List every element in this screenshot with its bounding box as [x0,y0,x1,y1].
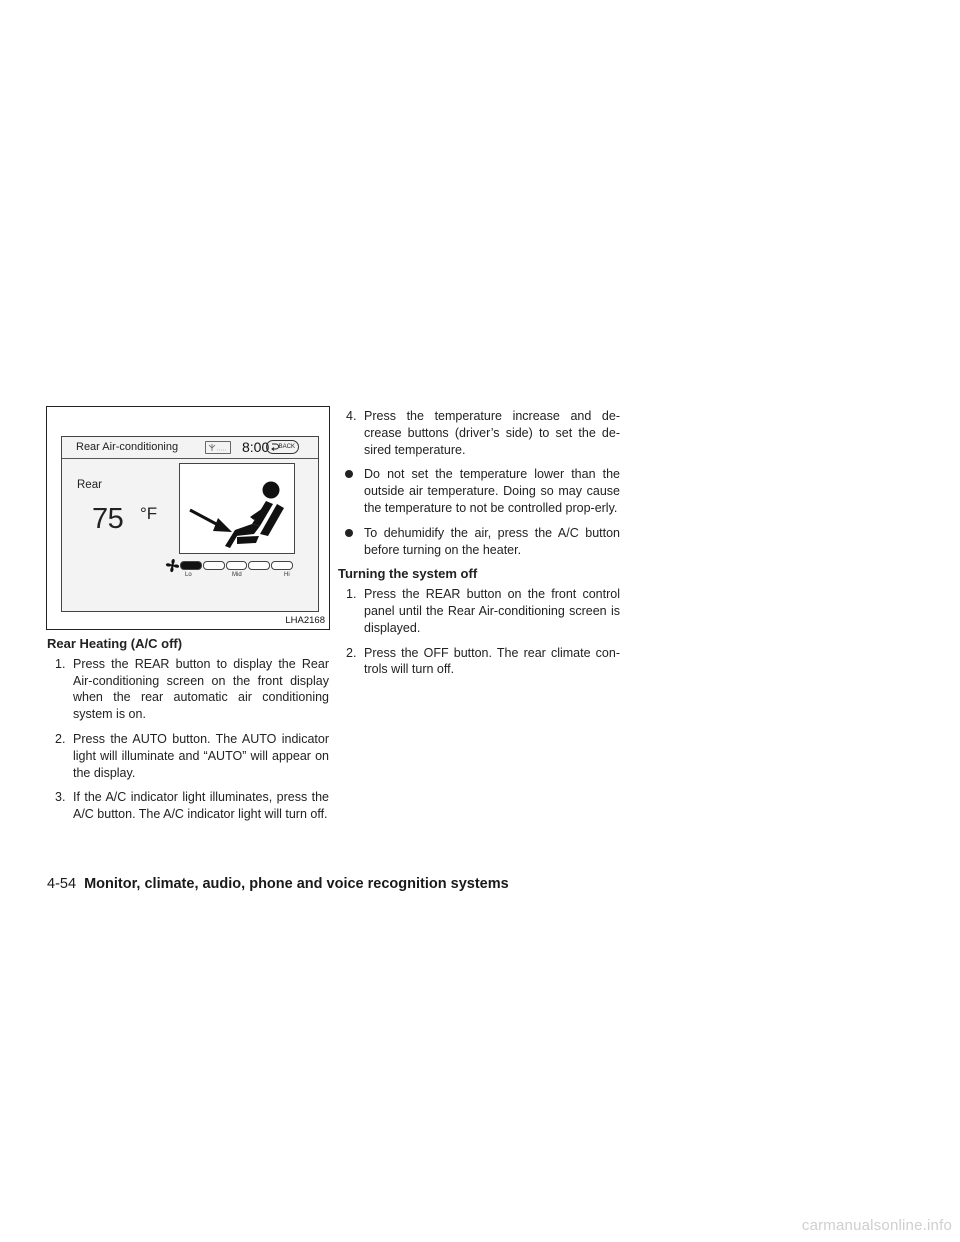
zone-label: Rear [77,479,102,491]
temperature-unit: °F [140,504,158,523]
left-column [47,636,329,831]
fan-speed-segment[interactable] [271,561,293,570]
section-title: Monitor, climate, audio, phone and voice recognition systems [84,876,509,892]
fan-speed-bar[interactable] [180,561,294,570]
page-footer [47,876,509,892]
bullet-item: Do not set the temperature lower than the outside air temperature. Doing so may cause the temperature to not be controlled prop-erly. [338,466,620,516]
figure-id: LHA2168 [285,615,325,626]
back-label: BACK [278,444,295,450]
list-item: 3. If the A/C indicator light illuminates, press the A/C button. The A/C indicator light will turn off. [55,790,329,822]
back-button[interactable] [266,440,299,454]
fan-level-mid: Mid [232,572,242,578]
fan-speed-segment[interactable] [226,561,248,570]
list-item: 2. Press the OFF button. The rear climate con-trols will turn off. [346,645,620,677]
bullet-icon [345,529,353,537]
seat-airflow-panel [179,463,295,554]
page-number: 4-54 [47,876,77,892]
rear-ac-screen [61,436,319,612]
rear-ac-figure [46,406,330,630]
list-item: 2. Press the AUTO button. The AUTO indicator light will illuminate and “AUTO” will appear on the display. [55,731,329,780]
screen-header [62,437,318,459]
section-heading-turning-off: Turning the system off [338,566,478,582]
bullet-item: To dehumidify the air, press the A/C button before turning on the heater. [338,525,620,559]
temperature-value: 75 [92,503,124,535]
list-item: 1. Press the REAR button on the front control panel until the Rear Air-conditioning screen is displayed. [346,587,620,635]
watermark[interactable]: carmanualsonline.info [801,1217,952,1234]
fan-speed-segment[interactable] [203,561,225,570]
fan-level-hi: Hi [284,572,290,578]
airflow-arrow-icon [188,506,238,536]
right-column [338,408,620,686]
fan-speed-segment[interactable] [248,561,270,570]
fan-level-lo: Lo [185,572,192,578]
vent-icon [205,441,231,454]
screen-title: Rear Air-conditioning [76,441,179,453]
screen-clock: 8:00 [242,439,270,455]
list-item: 4. Press the temperature increase and de-crease buttons (driver’s side) to set the de-sired temperature. [346,409,620,457]
bullet-icon [345,470,353,478]
section-heading-rear-heating: Rear Heating (A/C off) [47,636,183,651]
back-arrow-icon [270,442,279,452]
fan-icon [165,558,180,573]
list-item: 1. Press the REAR button to display the Rear Air-conditioning screen on the front display when the rear automatic air conditioning system is on. [55,656,329,722]
fan-speed-segment[interactable] [180,561,202,570]
